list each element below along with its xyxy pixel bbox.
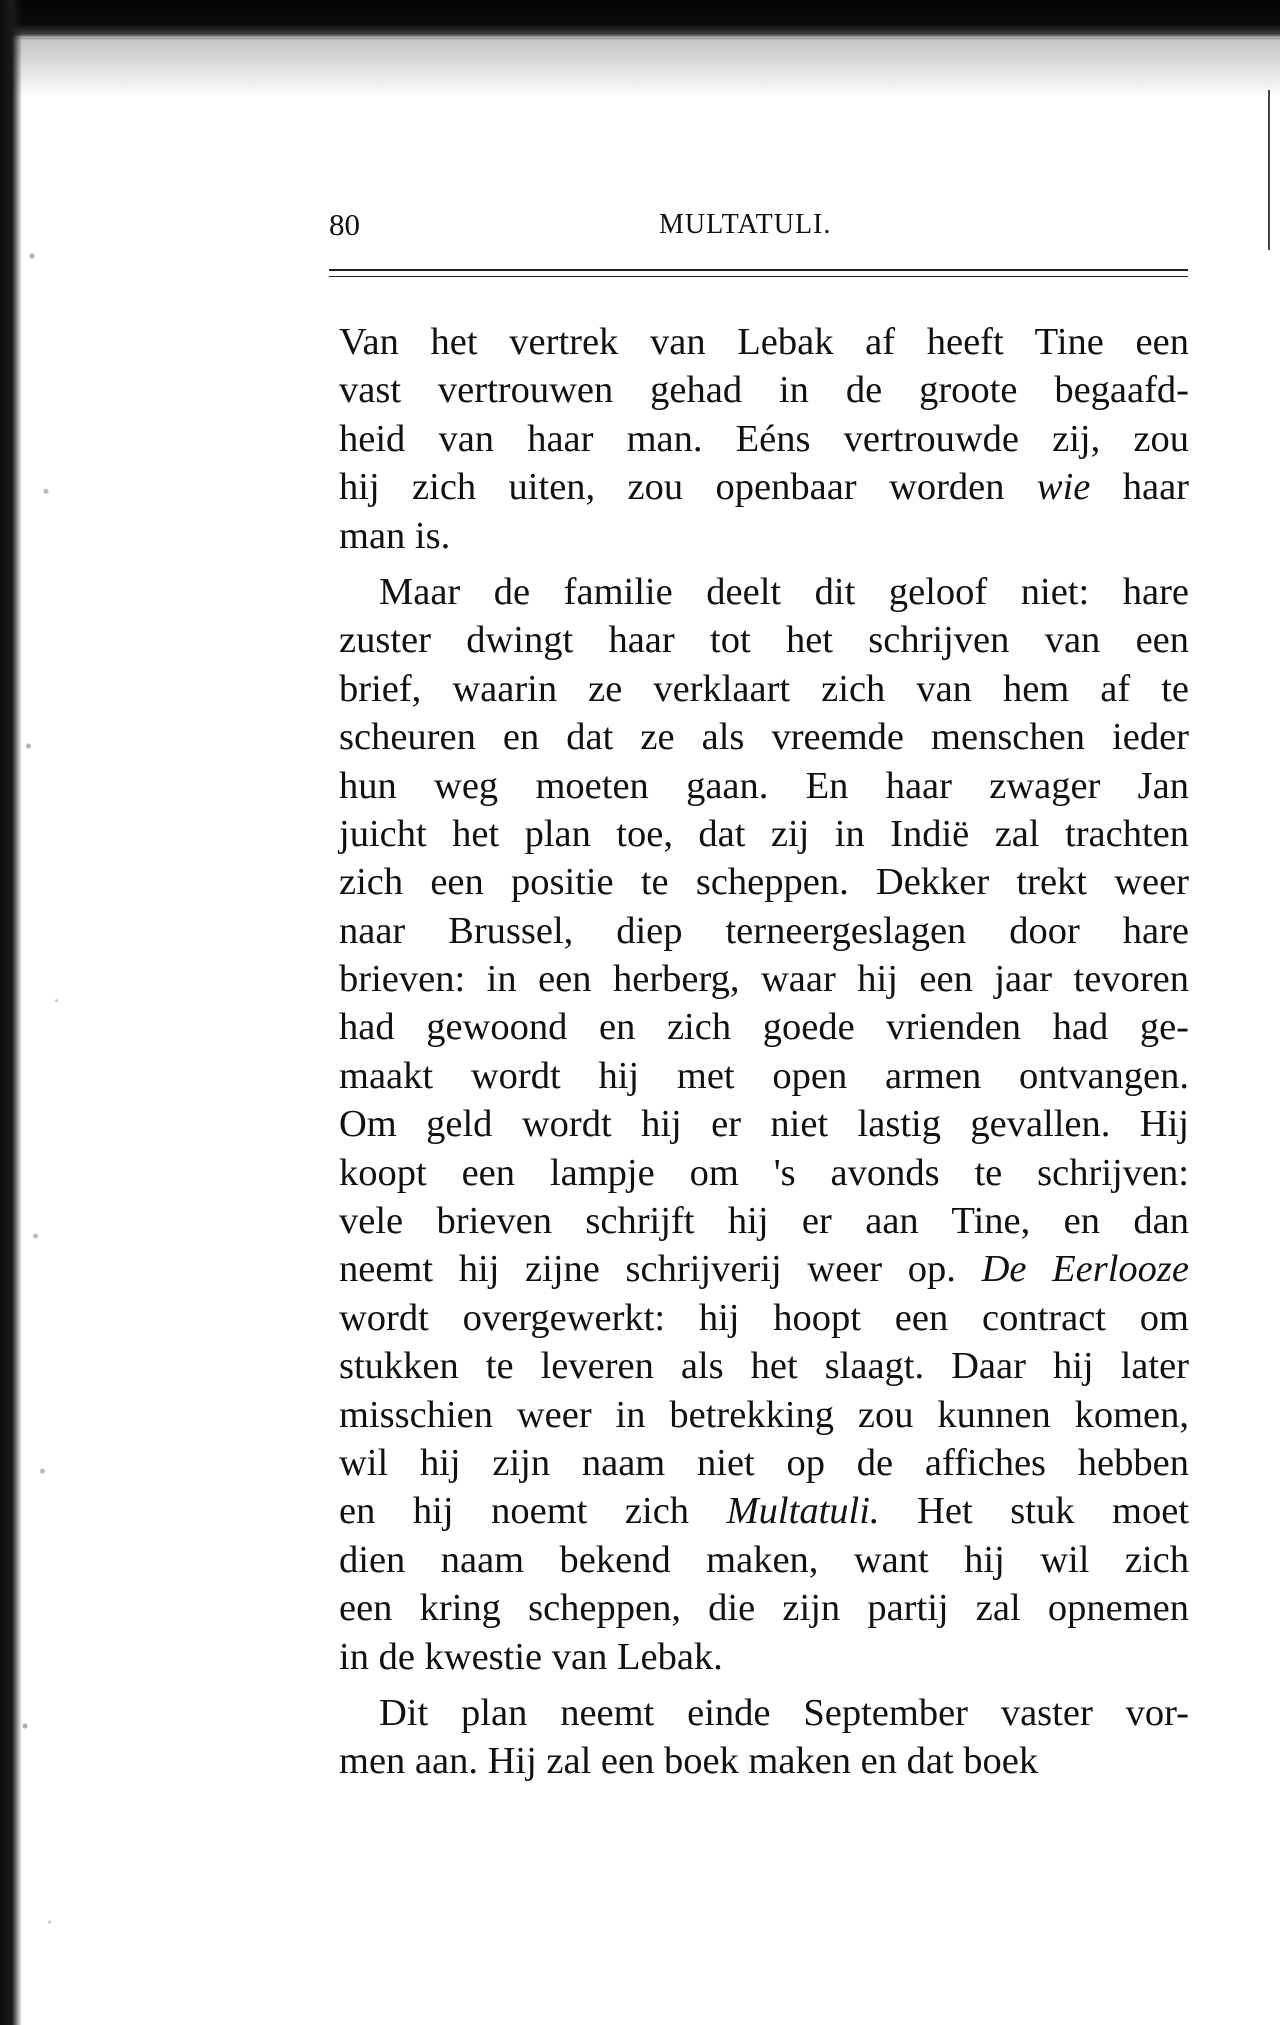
text-line: Van het vertrek van Lebak af heeft Tine een	[339, 321, 1189, 363]
scan-speckle-left	[18, 60, 88, 2020]
text-line: koopt een lampje om 's avonds te schrijven:	[339, 1151, 1189, 1194]
paragraph	[339, 1689, 1189, 1786]
header-rule-thin	[329, 276, 1188, 277]
text-line: hun weg moeten gaan. En haar zwager Jan	[339, 764, 1189, 807]
text-line: vast vertrouwen gehad in de groote begaafd-	[339, 369, 1189, 412]
text-segment: en hij noemt zich	[339, 1490, 727, 1533]
text-line: heid van haar man. Eéns vertrouwde zij, zou	[339, 417, 1189, 460]
paragraph	[339, 318, 1189, 560]
text-line: een kring scheppen, die zijn partij zal opnemen	[339, 1587, 1189, 1630]
text-line: wordt overgewerkt: hij hoopt een contract om	[339, 1296, 1189, 1339]
page-number: 80	[329, 207, 360, 242]
text-line: brieven: in een herberg, waar hij een jaar tevoren	[339, 958, 1189, 1001]
text-line	[339, 1487, 1189, 1535]
text-line: men aan. Hij zal een boek maken en dat boek	[339, 1740, 1039, 1783]
text-line: juicht het plan toe, dat zij in Indië zal trachten	[339, 812, 1189, 855]
scan-edge-top	[0, 0, 1280, 40]
text-line: Dit plan neemt einde September vaster vor-	[379, 1691, 1189, 1734]
text-line: vele brieven schrijft hij er aan Tine, en dan	[339, 1200, 1189, 1243]
text-line: had gewoond en zich goede vrienden had ge-	[339, 1006, 1189, 1049]
text-line: Maar de familie deelt dit geloof niet: hare	[379, 570, 1189, 613]
text-line: in de kwestie van Lebak.	[339, 1635, 723, 1678]
body-text	[339, 318, 1189, 1786]
text-line: zich een positie te scheppen. Dekker trekt weer	[339, 861, 1189, 904]
scan-shadow-top	[0, 38, 1280, 98]
text-line: dien naam bekend maken, want hij wil zich	[339, 1538, 1189, 1581]
scan-mark-right	[1268, 90, 1270, 250]
text-line: maakt wordt hij met open armen ontvangen.	[339, 1054, 1189, 1097]
italic-text: Multatuli.	[726, 1490, 880, 1533]
text-line	[339, 463, 1189, 511]
italic-text: De Eerlooze	[981, 1248, 1189, 1291]
text-line: zuster dwingt haar tot het schrijven van een	[339, 619, 1189, 662]
text-line: stukken te leveren als het slaagt. Daar hij later	[339, 1345, 1189, 1388]
text-line: wil hij zijn naam niet op de affiches hebben	[339, 1441, 1189, 1484]
text-segment: hij zich uiten, zou openbaar worden	[339, 466, 1037, 509]
header-rule	[329, 269, 1188, 271]
text-segment: haar	[1090, 466, 1190, 509]
running-title: MULTATULI.	[659, 209, 832, 240]
text-line: brief, waarin ze verklaart zich van hem af te	[339, 667, 1189, 710]
paragraph	[339, 568, 1189, 1681]
text-line: naar Brussel, diep terneergeslagen door hare	[339, 909, 1189, 952]
text-segment: neemt hij zijne schrijverij weer op.	[339, 1248, 982, 1291]
text-line: scheuren en dat ze als vreemde menschen ieder	[339, 716, 1189, 759]
paragraph-gap	[339, 1681, 1189, 1689]
text-segment: Het stuk moet	[879, 1490, 1189, 1533]
paragraph-gap	[339, 560, 1189, 568]
text-line	[339, 1245, 1189, 1293]
italic-text: wie	[1036, 466, 1091, 509]
text-line: Om geld wordt hij er niet lastig gevallen. Hij	[339, 1103, 1189, 1146]
running-header	[329, 207, 1189, 247]
text-line: misschien weer in betrekking zou kunnen komen,	[339, 1393, 1189, 1436]
text-line: man is.	[339, 514, 451, 557]
